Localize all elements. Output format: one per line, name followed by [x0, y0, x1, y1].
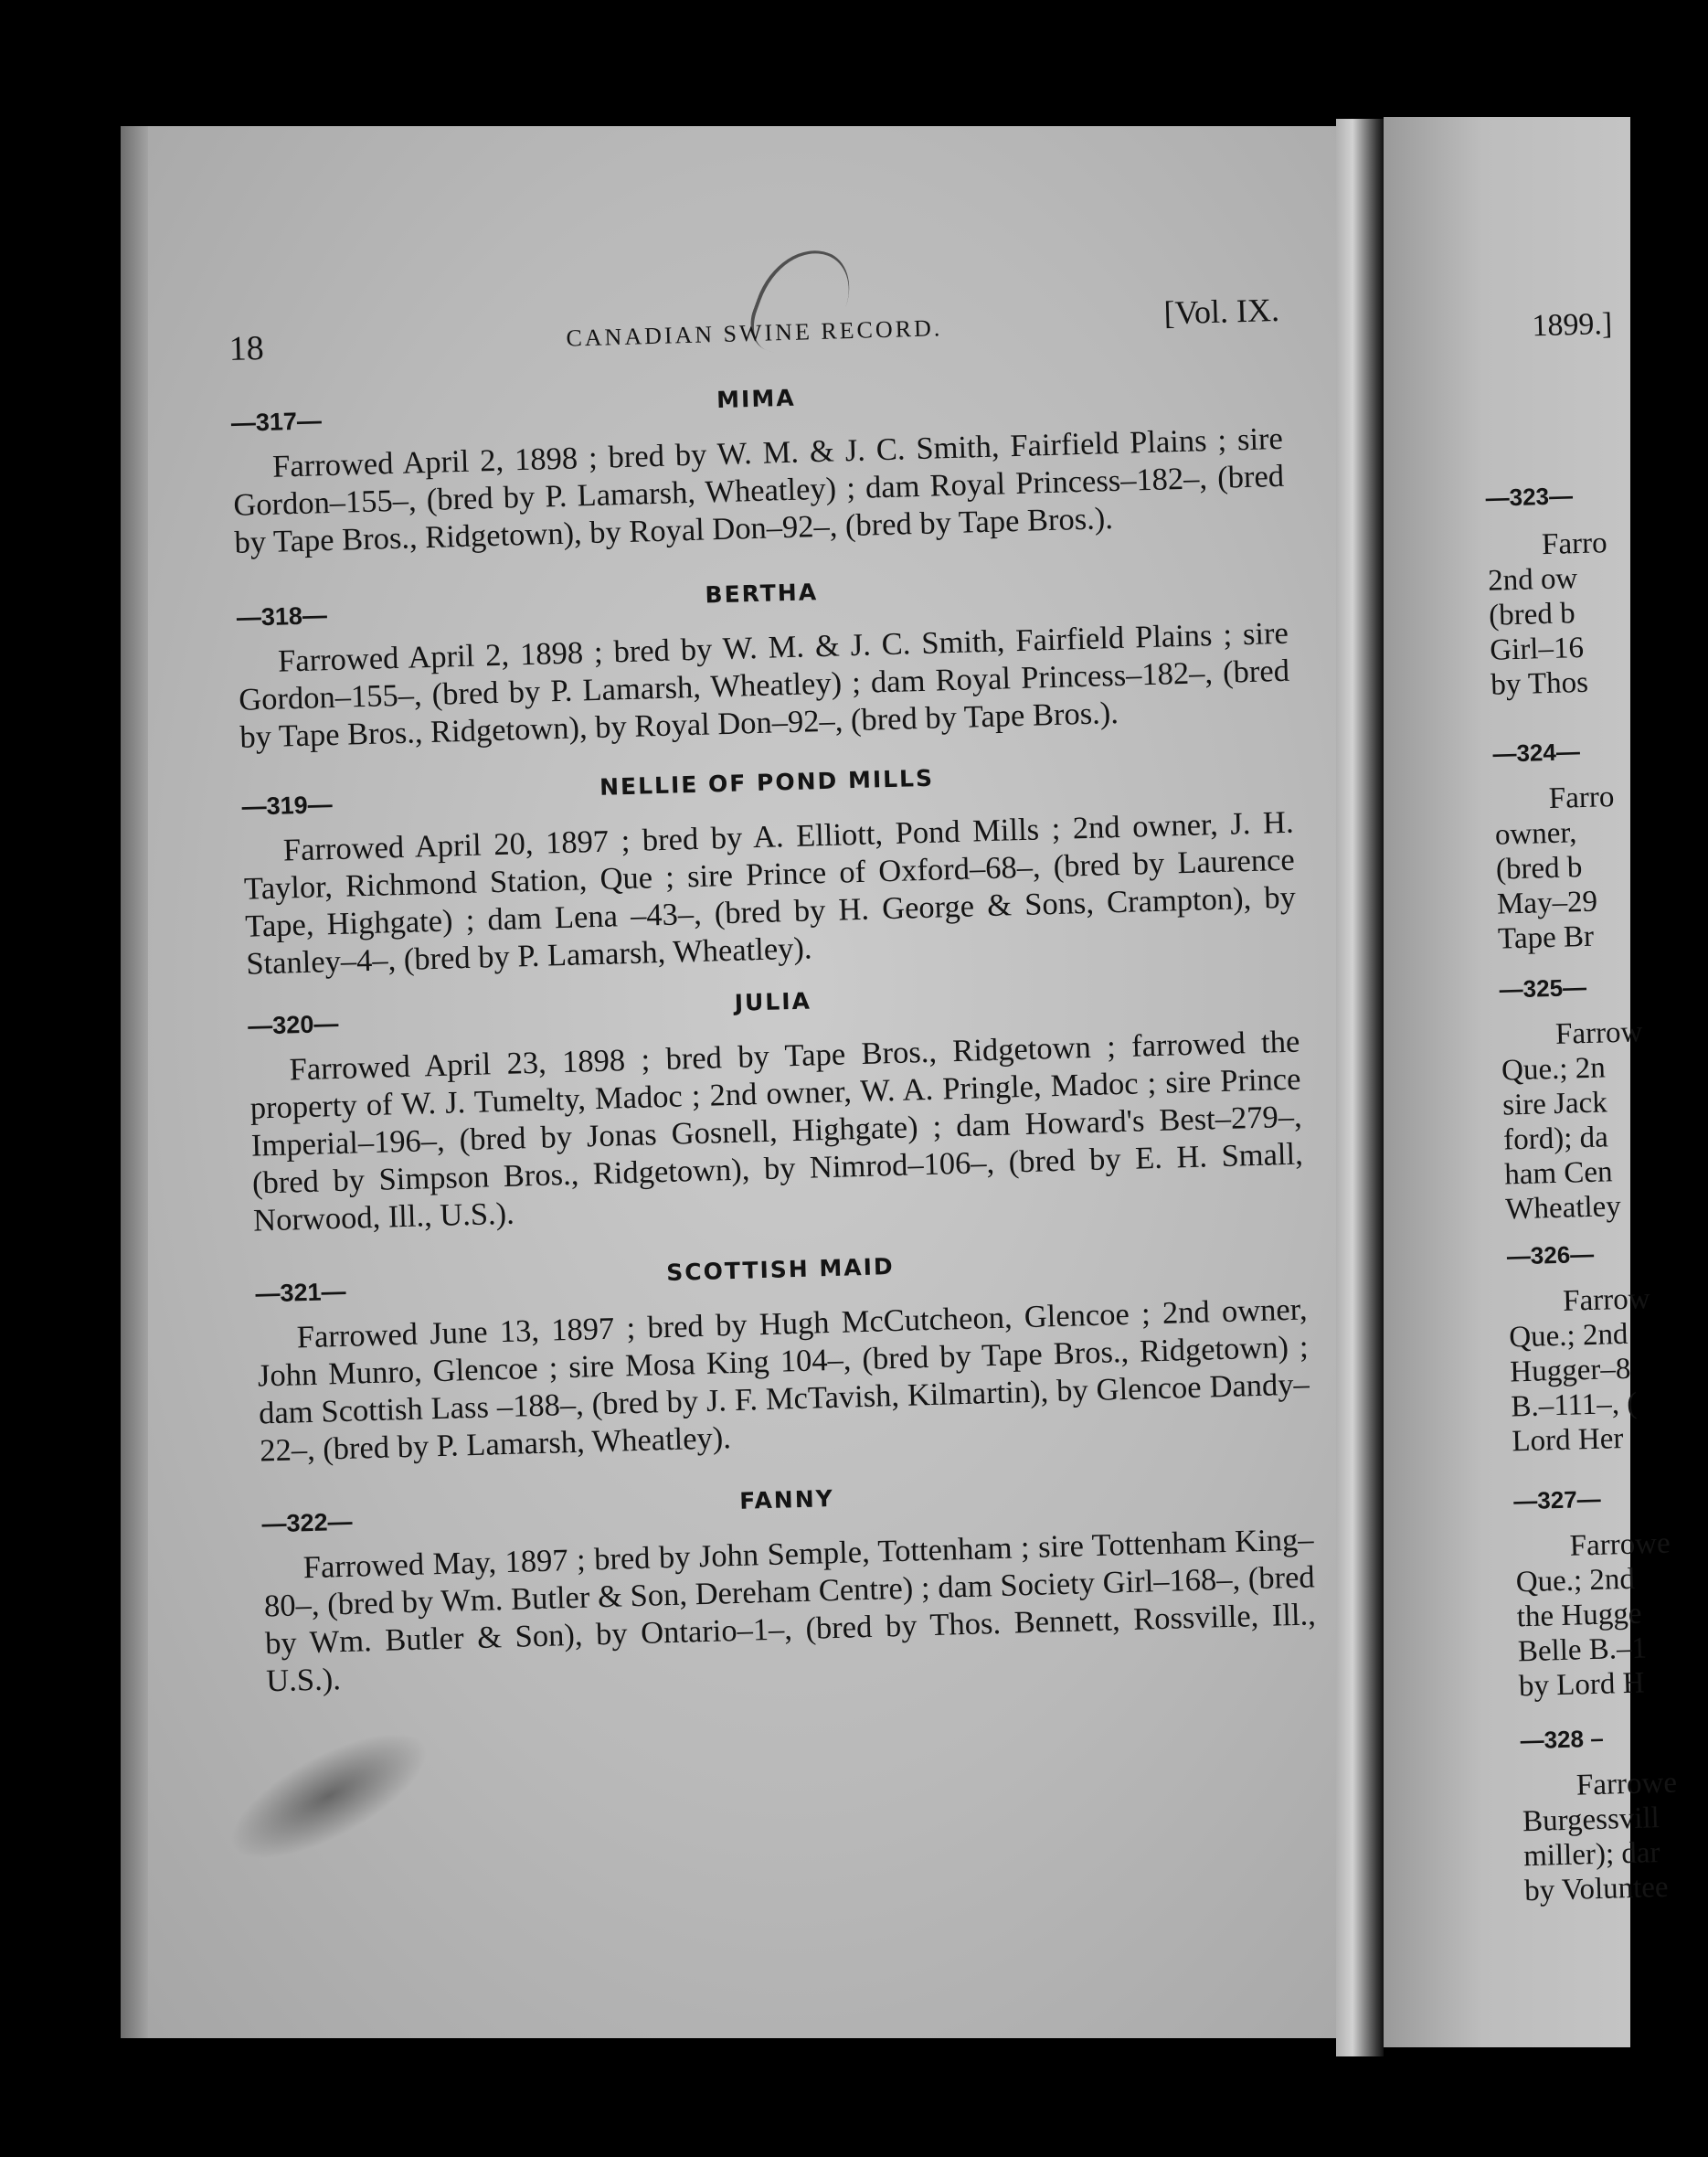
- right-text-line: Hugger–8: [1509, 1352, 1631, 1389]
- right-text-line: (bred b: [1488, 597, 1576, 632]
- right-page-year: 1899.]: [1531, 306, 1613, 344]
- right-text-line: May–29: [1496, 885, 1598, 921]
- volume-label: [Vol. IX.: [1163, 291, 1280, 332]
- entry-text: Farrowed May, 1897 ; bred by John Semple, Tottenham ; sire Tottenham King–80–, (bred by Wm. Butler & Son, Dereham Centre) ; dam Society Girl–168–, (bred by Wm. Butler & Son), by Ontario–1–, (bred by Thos. Bennett, Rossville, Ill., U.S.).: [263, 1522, 1317, 1699]
- entry-number: —318—: [236, 601, 328, 632]
- right-text-line: B.–111–, (: [1510, 1387, 1638, 1424]
- right-text-line: Farrowe: [1575, 1766, 1678, 1802]
- page-edge-shadow: [121, 126, 148, 2038]
- right-text-line: Farro: [1548, 781, 1615, 816]
- record-entry: [236, 566, 1290, 757]
- entry-name: MIMA: [716, 384, 796, 414]
- right-text-line: by Thos: [1490, 665, 1589, 702]
- entry-name: BERTHA: [705, 579, 819, 609]
- page-number: 18: [228, 328, 265, 368]
- right-entry-number: —325—: [1499, 972, 1587, 1004]
- entry-text: Farrowed April 20, 1897 ; bred by A. Elliott, Pond Mills ; 2nd owner, J. H. Taylor, Richmond Station, Que ; sire Prince of Oxford–68–, (bred by Laurence Tape, Highgate) ; dam Lena –43–, (bred by H. George & Sons, Crampton), by Stanley–4–, (bred by P. Lamarsh, Wheatley).: [243, 804, 1297, 982]
- right-text-line: the Hugge: [1516, 1597, 1642, 1634]
- right-text-line: Que.; 2n: [1501, 1051, 1607, 1088]
- right-text-line: Farrow: [1554, 1015, 1643, 1051]
- record-entry: [241, 755, 1298, 983]
- right-text-line: Tape Br: [1497, 919, 1595, 956]
- right-entry-number: —324—: [1492, 738, 1581, 768]
- right-text-line: miller); dar: [1522, 1836, 1660, 1874]
- right-text-line: 2nd ow: [1487, 562, 1578, 598]
- right-text-line: Lord Her: [1511, 1422, 1624, 1459]
- right-text-line: Burgessvill: [1522, 1801, 1660, 1839]
- entry-text: Farrowed June 13, 1897 ; bred by Hugh McCutcheon, Glencoe ; 2nd owner, John Munro, Glencoe ; sire Mosa King 104–, (bred by Tape Bros., Ridgetown) ; dam Scottish Lass –188–, (bred by J. F. McTavish, Kilmartin), by Glencoe Dandy–22–, (bred by P. Lamarsh, Wheatley).: [257, 1291, 1310, 1469]
- running-title: CANADIAN SWINE RECORD.: [566, 314, 943, 352]
- record-entry: [248, 974, 1305, 1240]
- entry-number: —320—: [247, 1009, 339, 1040]
- right-entry-number: —326—: [1506, 1239, 1595, 1270]
- entry-text: Farrowed April 2, 1898 ; bred by W. M. & J. C. Smith, Fairfield Plains ; sire Gordon–155–, (bred by P. Lamarsh, Wheatley) ; dam Royal Princess–182–, (bred by Tape Bros., Ridgetown), by Royal Don–92–, (bred by Tape Bros.).: [238, 615, 1290, 755]
- right-text-line: Farrowe: [1569, 1526, 1671, 1563]
- right-text-line: (bred b: [1495, 851, 1583, 887]
- entry-name: NELLIE OF POND MILLS: [599, 764, 935, 801]
- right-text-line: by Lord H: [1518, 1666, 1645, 1704]
- entry-name: FANNY: [738, 1484, 835, 1514]
- right-text-line: Wheatley: [1504, 1190, 1622, 1227]
- entry-text: Farrowed April 2, 1898 ; bred by W. M. & J. C. Smith, Fairfield Plains ; sire Gordon–155–, (bred by P. Lamarsh, Wheatley) ; dam Royal Princess–182–, (bred by Tape Bros., Ridgetown), by Royal Don–92–, (bred by Tape Bros.).: [232, 420, 1285, 560]
- right-text-line: by Voluntee: [1523, 1870, 1670, 1908]
- record-entry: [230, 371, 1285, 562]
- record-entry: [261, 1472, 1318, 1700]
- right-entry-number: —328 –: [1520, 1724, 1605, 1755]
- right-text-line: Farrow: [1562, 1282, 1650, 1318]
- right-text-line: owner,: [1494, 816, 1577, 852]
- right-text-line: ford); da: [1502, 1121, 1609, 1157]
- right-text-line: Belle B.–1: [1517, 1631, 1648, 1669]
- entry-name: JULIA: [734, 987, 812, 1016]
- left-page-text: [228, 291, 1317, 1701]
- right-page: [1384, 117, 1678, 2047]
- entry-number: —317—: [230, 407, 323, 437]
- entry-name: SCOTTISH MAID: [665, 1253, 896, 1287]
- right-text-line: ham Cen: [1503, 1155, 1614, 1192]
- right-page-text: [1475, 112, 1678, 1908]
- right-text-line: Que.; 2nd: [1515, 1562, 1636, 1599]
- right-entry-number: —327—: [1512, 1484, 1602, 1515]
- entry-number: —321—: [255, 1277, 346, 1308]
- right-text-line: Farro: [1541, 526, 1608, 562]
- entry-text: Farrowed April 23, 1898 ; bred by Tape Bros., Ridgetown ; farrowed the property of W. J. Tumelty, Madoc ; 2nd owner, W. A. Pringle, Madoc ; sire Prince Imperial–196–, (bred by Jonas Gosnell, Highgate) ; dam Howard's Best–279–, (bred by Simpson Bros., Ridgetown), by Nimrod–106–, (bred by E. H. Small, Norwood, Ill., U.S.).: [249, 1024, 1304, 1238]
- right-entry-number: —323—: [1485, 482, 1574, 512]
- right-text-line: sire Jack: [1501, 1086, 1608, 1122]
- right-text-line: Que.; 2nd: [1508, 1317, 1628, 1355]
- right-text-line: Girl–16: [1489, 631, 1585, 667]
- record-entry: [255, 1241, 1311, 1470]
- entry-number: —322—: [261, 1507, 353, 1538]
- entry-number: —319—: [241, 791, 334, 821]
- book-gutter: [1336, 119, 1384, 2056]
